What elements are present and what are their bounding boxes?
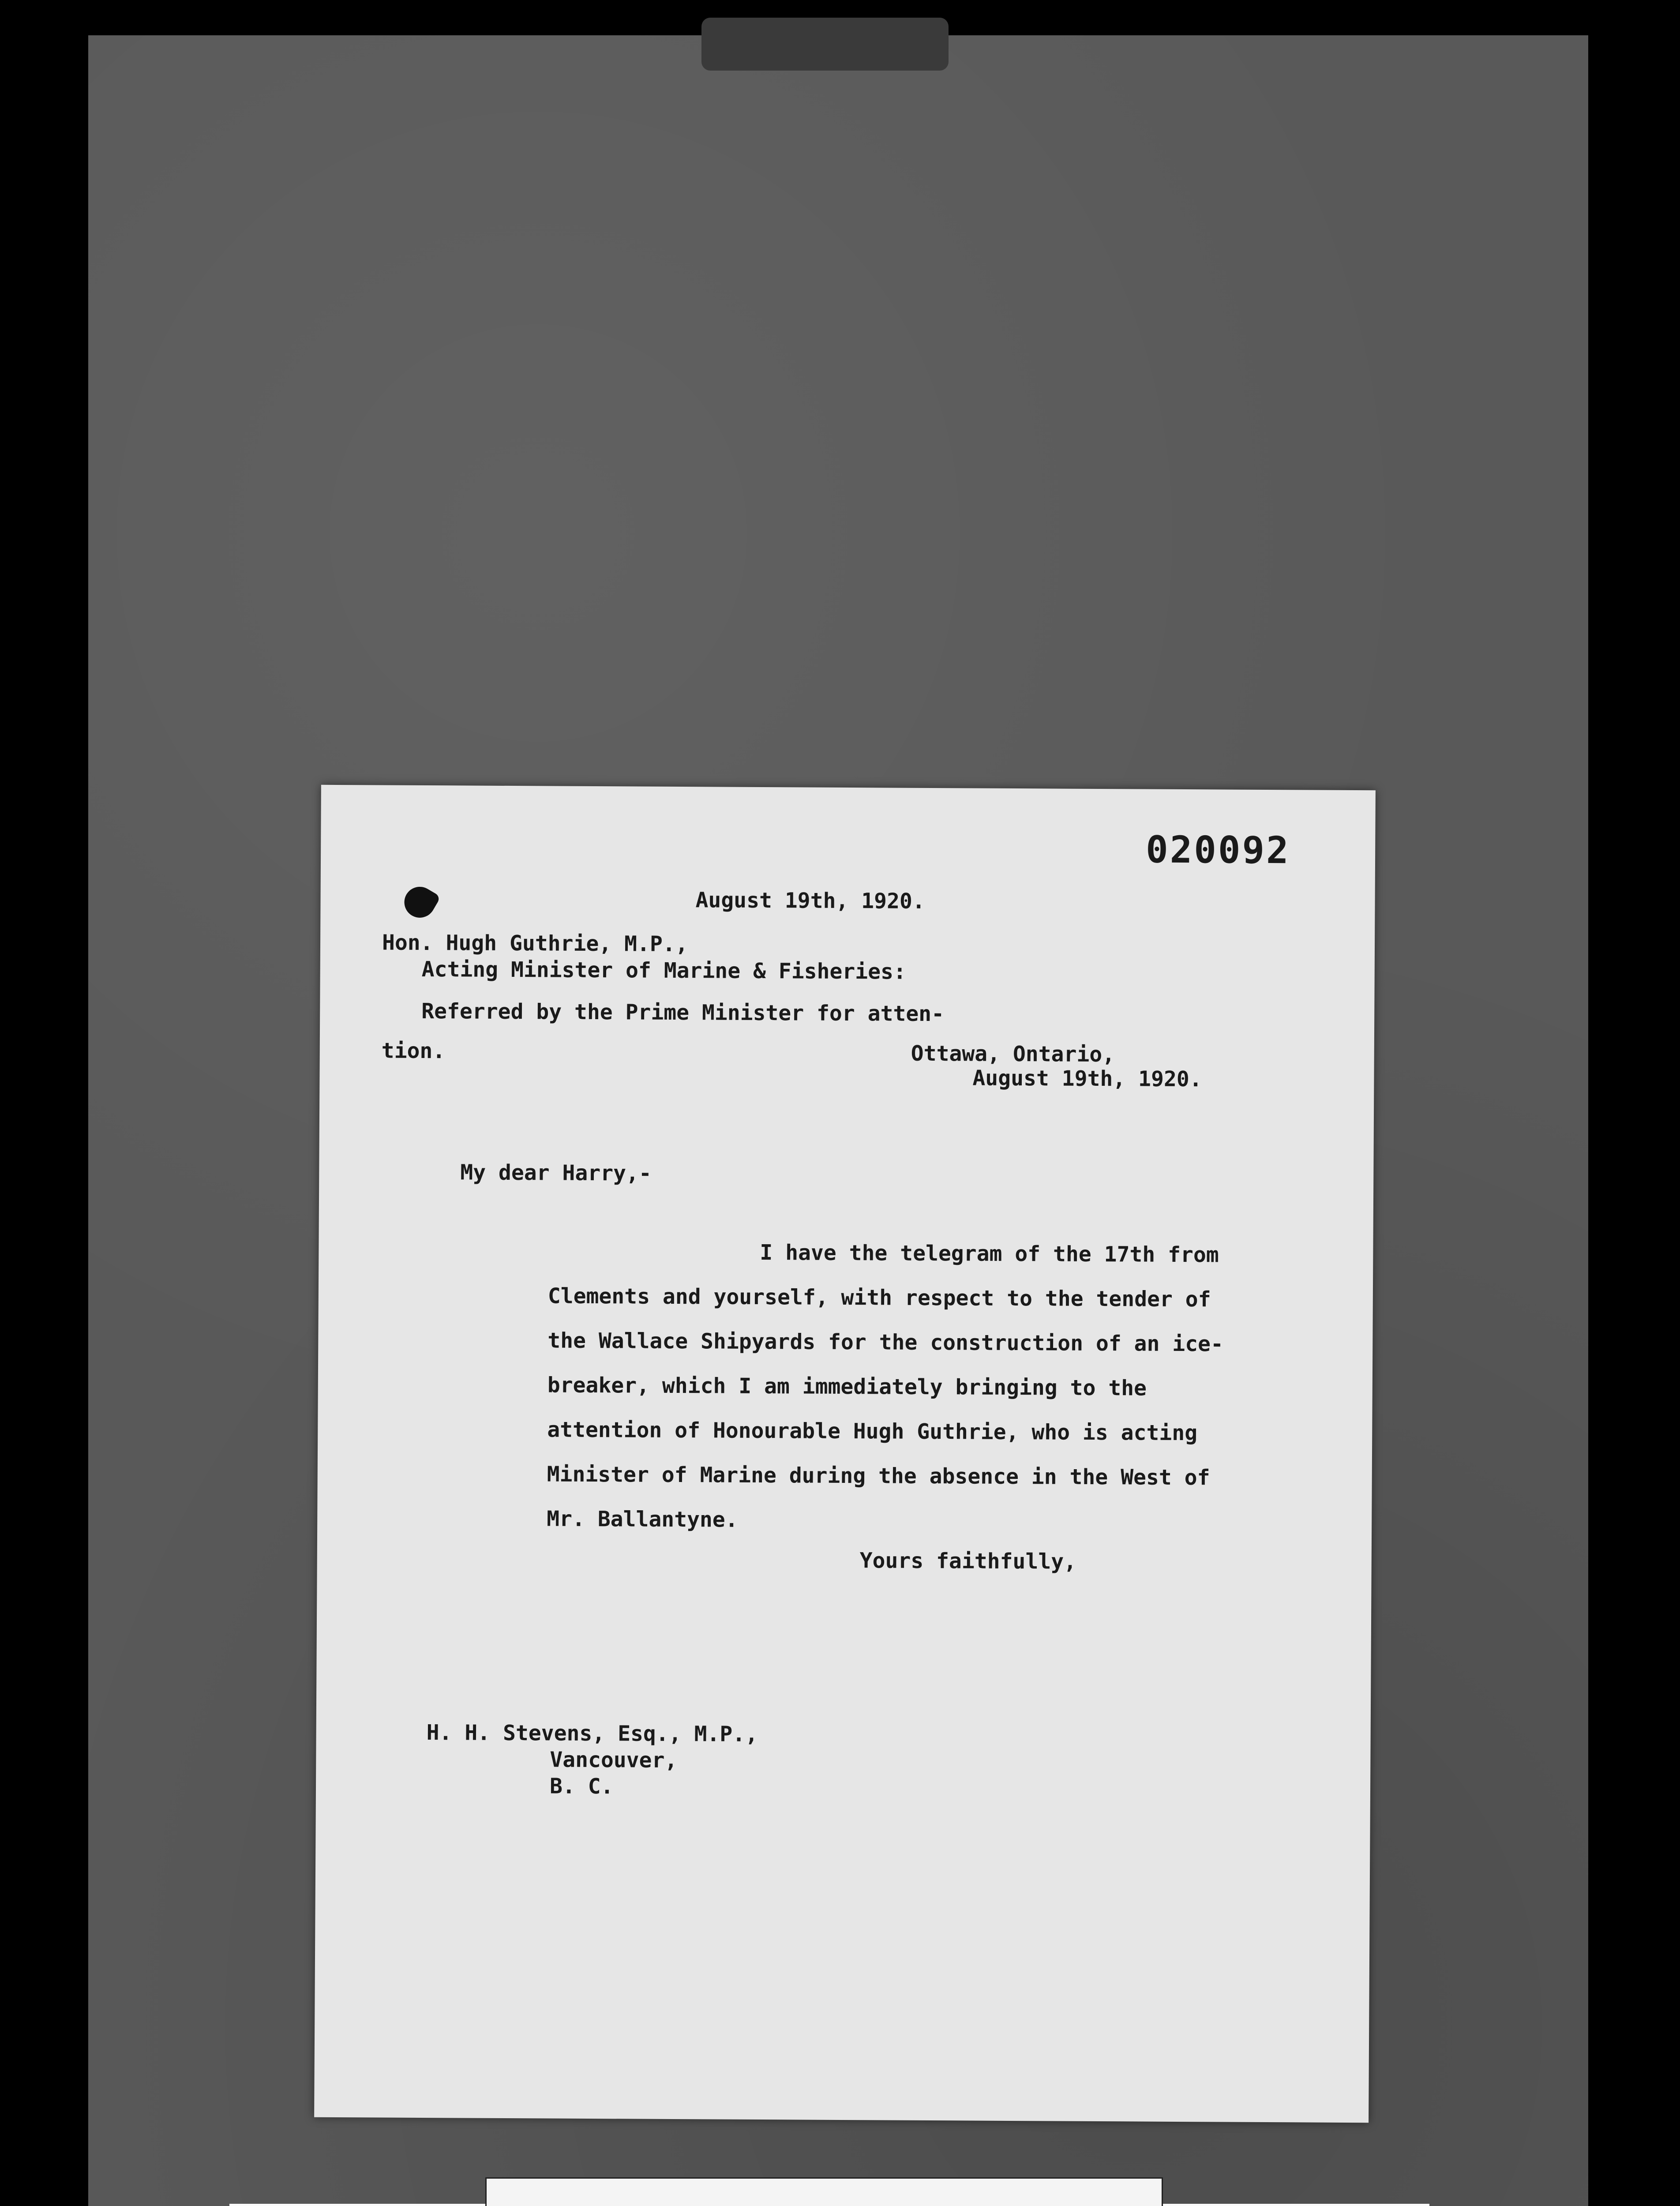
referral-recipient: Hon. Hugh Guthrie, M.P.,	[382, 930, 688, 957]
addressee-name: H. H. Stevens, Esq., M.P.,	[426, 1720, 758, 1747]
date-header: August 19th, 1920.	[695, 888, 925, 914]
series-tab	[485, 2177, 1163, 2206]
ink-blot	[399, 881, 441, 923]
referral-title: Acting Minister of Marine & Fisheries:	[421, 957, 907, 984]
addressee-city: Vancouver,	[550, 1747, 678, 1773]
top-clip	[701, 18, 949, 71]
letter-body: I have the telegram of the 17th from Clements and yourself, with respect to the tender of the Wallace Shipyards for the construction of an ice-breaker, which I am immediately bringing to the attention of Honourable Hugh Guthrie, who is acting Minister of Marine during the absence in the West of Mr. Ballantyne.	[547, 1240, 1224, 1532]
letter-page	[314, 785, 1376, 2123]
referral-note-end: tion.	[381, 1038, 446, 1064]
closing: Yours faithfully,	[859, 1548, 1077, 1574]
addressee-province: B. C.	[549, 1774, 614, 1799]
salutation: My dear Harry,-	[460, 1160, 652, 1186]
document-number: 020092	[1145, 828, 1290, 872]
referral-note: Referred by the Prime Minister for atten-	[421, 998, 945, 1027]
place-line: Ottawa, Ontario,	[911, 1041, 1115, 1067]
place-date: August 19th, 1920.	[972, 1065, 1202, 1092]
